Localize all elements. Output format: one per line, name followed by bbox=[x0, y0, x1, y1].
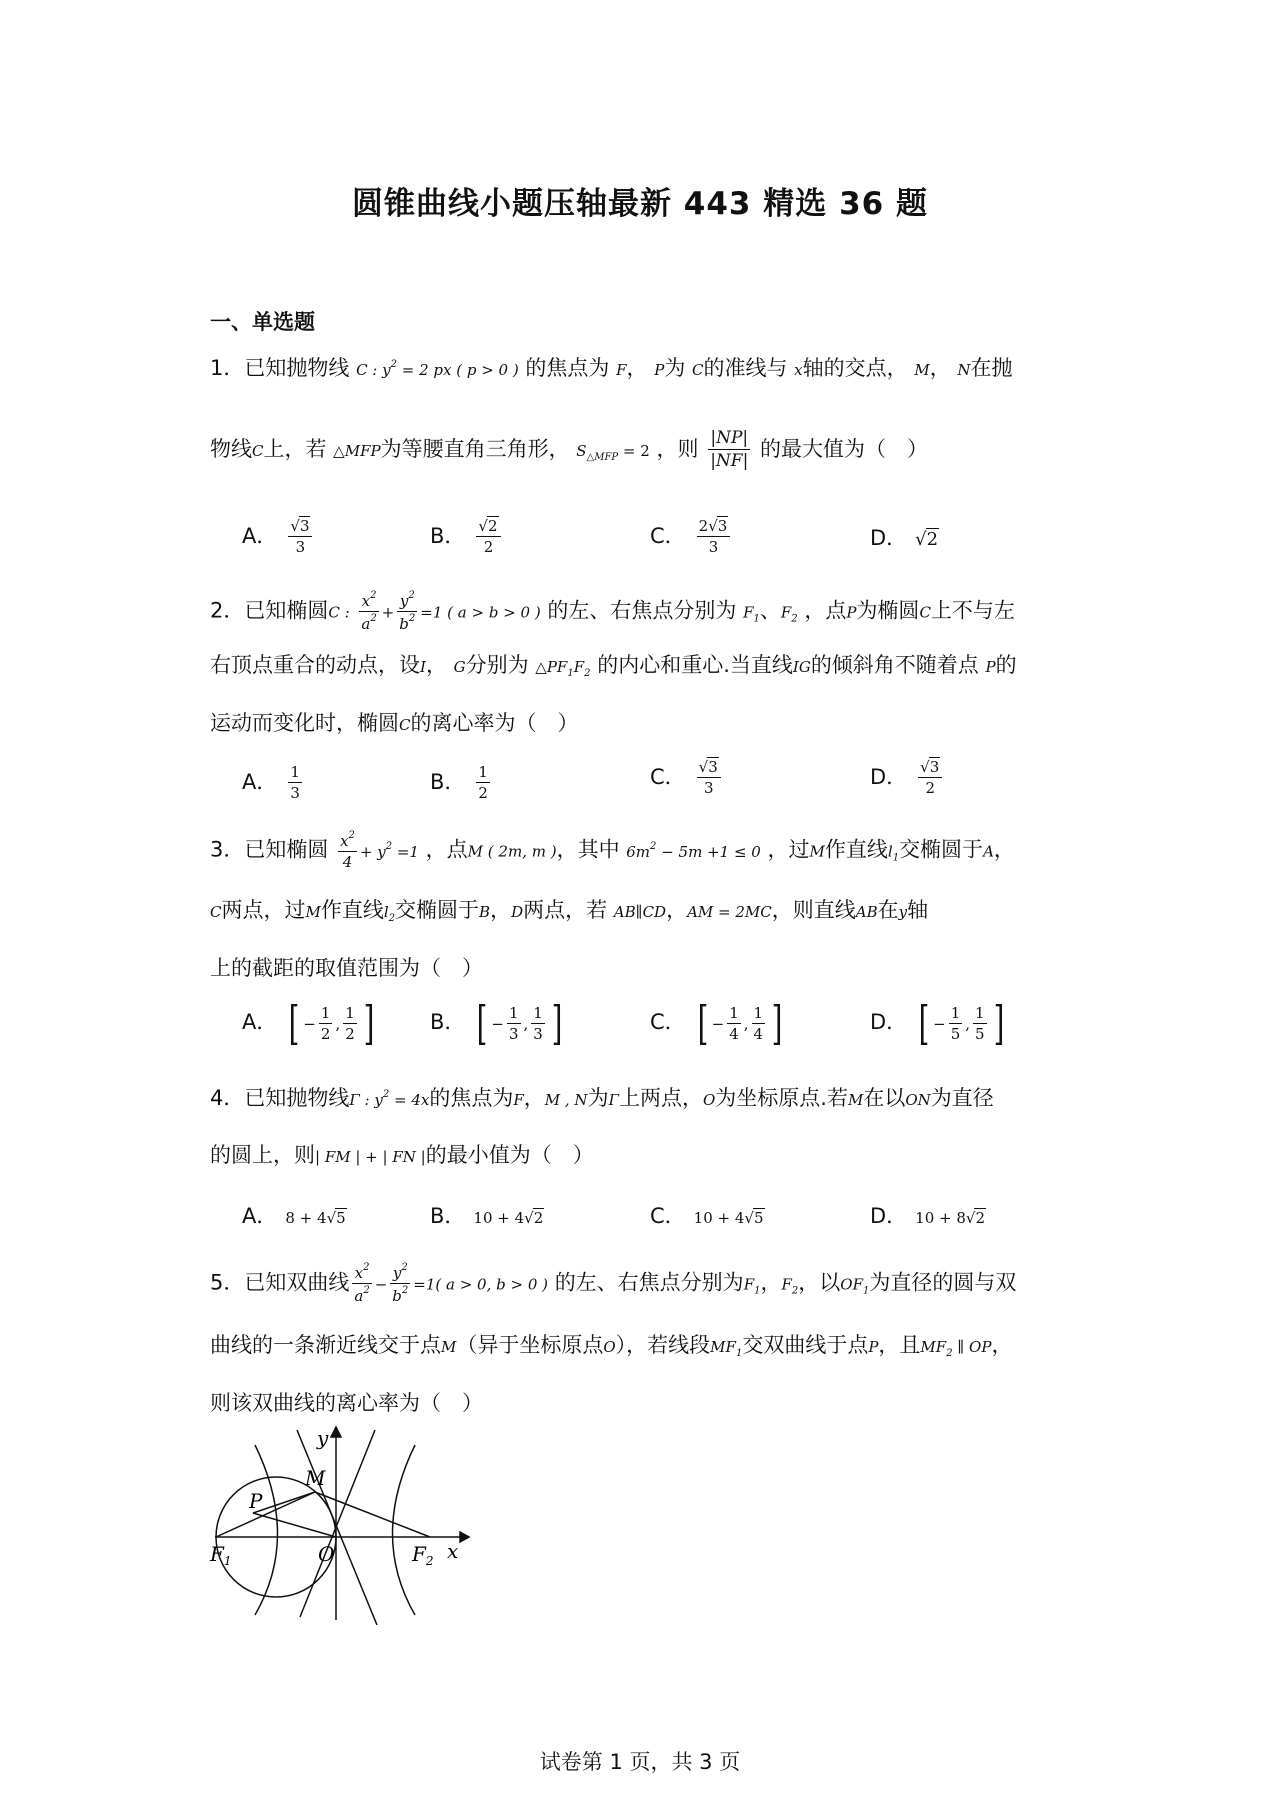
q3-option-d[interactable]: D． [ − $\frac{1}{5}$ , $\frac{1}{5}$ ] bbox=[870, 996, 1004, 1050]
q1-option-a[interactable]: A． $\frac{√3}{3}$ bbox=[242, 517, 315, 556]
section-heading: 一、单选题 bbox=[210, 310, 315, 334]
q1-line1: 1．已知抛物线 C : $y^2 = 2$ px ( p > 0 ) 的焦点为 F， P为 C的准线与 x轴的交点， M， N在抛 bbox=[210, 356, 1013, 380]
q3-option-c[interactable]: C． [ − $\frac{1}{4}$ , $\frac{1}{4}$ ] bbox=[650, 996, 783, 1050]
y-axis-arrow-icon bbox=[331, 1427, 341, 1437]
label-y: y bbox=[317, 1426, 329, 1450]
q1-option-c[interactable]: C． $\frac{2√3}{3}$ bbox=[650, 517, 733, 556]
asymptote-2 bbox=[300, 1430, 375, 1617]
q1-option-d[interactable]: D． √2 bbox=[870, 526, 939, 550]
label-o: O bbox=[318, 1542, 335, 1566]
q1-ratio: $\frac{|NP|}{|NF|}$ bbox=[710, 428, 749, 472]
q4-option-b[interactable]: B． 10 + 4√2 bbox=[430, 1204, 544, 1228]
q3-option-b[interactable]: B． [ − $\frac{1}{3}$ , $\frac{1}{3}$ ] bbox=[430, 996, 563, 1050]
q3-line1: 3．已知椭圆 $\frac{x^2}{4}$ + $y^2 =1$ ，点M ( 2m, m )，其中 $6m^2 - 5m +1 \le 0$ ，过M作直线$l_1$交椭圆于A， bbox=[210, 830, 1015, 871]
q2-option-b[interactable]: B． $\frac{1}{2}$ bbox=[430, 763, 488, 802]
hyperbola-figure bbox=[205, 1425, 475, 1625]
q2-option-d[interactable]: D． $\frac{√3}{2}$ bbox=[870, 758, 945, 797]
q5-line1: 5．已知双曲线 $\frac{x^2}{a^2}$ − $\frac{y^2}{b^2}$ =1( a > 0, b > 0 ) 的左、右焦点分别为$F_1$，$F_2$，以$OF_1$为直径的圆与双 bbox=[210, 1262, 1017, 1305]
q2-option-a[interactable]: A． $\frac{1}{3}$ bbox=[242, 763, 300, 802]
label-x: x bbox=[447, 1539, 459, 1563]
q2-option-c[interactable]: C． $\frac{√3}{3}$ bbox=[650, 758, 724, 797]
q1-curve: C : $y^2 = 2$ px ( p > 0 ) bbox=[356, 359, 519, 379]
label-p: P bbox=[249, 1489, 263, 1513]
q3-line2: C两点，过M作直线$l_2$交椭圆于B，D两点，若 AB∥CD，AM = 2MC，则直线AB在y轴 bbox=[210, 898, 929, 924]
left-branch bbox=[255, 1445, 278, 1615]
q3-option-a[interactable]: A． [ − $\frac{1}{2}$ , $\frac{1}{2}$ ] bbox=[242, 996, 375, 1050]
q1-line2: 物线C上，若 △MFP为等腰直角三角形， $S_{\triangle MFP} = 2$ ，则 $\frac{|NP|}{|NF|}$ 的最大值为（ ） bbox=[210, 428, 929, 472]
label-m: M bbox=[305, 1466, 326, 1490]
segment-mf1 bbox=[216, 1492, 315, 1537]
q4-line2: 的圆上，则| FM | + | FN |的最小值为（ ） bbox=[210, 1143, 594, 1167]
q4-line1: 4．已知抛物线Γ : $y^2 = 4x$的焦点为F，M , N为Γ上两点，O为坐标原点.若M在以ON为直径 bbox=[210, 1086, 994, 1110]
label-f2: $F_2$ bbox=[412, 1542, 434, 1568]
q2-line3: 运动而变化时，椭圆C的离心率为（ ） bbox=[210, 711, 579, 735]
x-axis-arrow-icon bbox=[460, 1532, 469, 1542]
q4-option-d[interactable]: D． 10 + 8√2 bbox=[870, 1204, 986, 1228]
label-f1: $F_1$ bbox=[210, 1542, 232, 1568]
q4-option-a[interactable]: A． 8 + 4√5 bbox=[242, 1204, 346, 1228]
q1-option-b[interactable]: B． $\frac{√2}{2}$ bbox=[430, 517, 504, 556]
page-footer: 试卷第 1 页，共 3 页 bbox=[539, 1750, 741, 1774]
q2-line2: 右顶点重合的动点，设I， G分别为 $\triangle PF_1F_2$ 的内心和重心.当直线IG的倾斜角不随着点 P的 bbox=[210, 653, 1017, 679]
q2-line1: 2．已知椭圆C : $\frac{x^2}{a^2}$ + $\frac{y^2}{b^2}$ =1 ( a > b > 0 ) 的左、右焦点分别为 $F_1$、$F_2$ ，点P为椭圆C上不与左 bbox=[210, 590, 1015, 633]
q3-line3: 上的截距的取值范围为（ ） bbox=[210, 956, 483, 980]
page-title: 圆锥曲线小题压轴最新 443 精选 36 题 bbox=[351, 186, 929, 222]
q5-line2: 曲线的一条渐近线交于点M（异于坐标原点O），若线段$MF_1$交双曲线于点P，且$MF_2$ ∥ OP， bbox=[210, 1333, 1013, 1359]
q5-line3: 则该双曲线的离心率为（ ） bbox=[210, 1391, 483, 1415]
segment-op bbox=[253, 1513, 336, 1537]
q4-option-c[interactable]: C． 10 + 4√5 bbox=[650, 1204, 764, 1228]
